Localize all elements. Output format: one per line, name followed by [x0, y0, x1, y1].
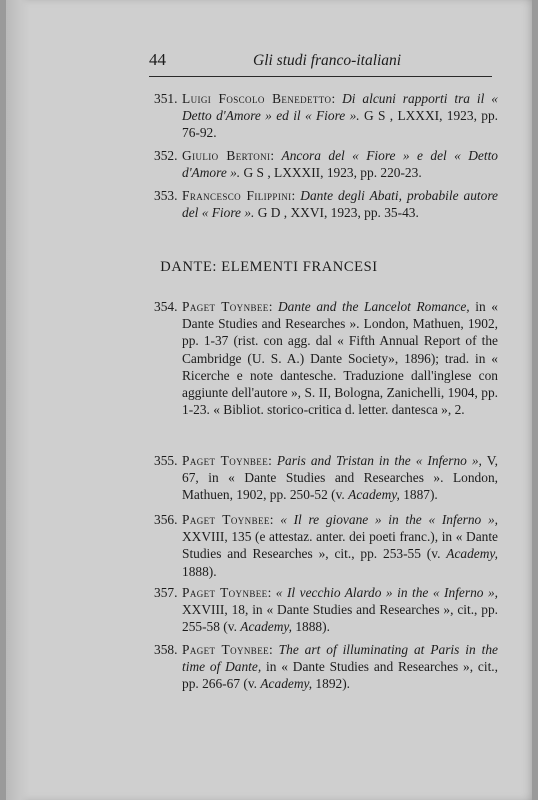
entry-rest-italic: Academy,	[348, 487, 400, 503]
entry-rest-italic: Academy,	[240, 619, 292, 635]
entry-title: « Il vecchio Alardo » in the « Inferno »,	[275, 585, 498, 600]
entry-text: Paget Toynbee: The art of illuminating at Paris in the time of Dante, in « Dante Studies and Researches », cit., pp. 266-67 (v. Academy, 1892).	[182, 642, 498, 692]
bibliography-entry-355	[154, 452, 498, 504]
bibliography-entry-354	[154, 298, 498, 418]
entry-rest: in « Dante Studies and Researches », cit., pp. 266-67 (v.	[182, 659, 498, 692]
bibliography-entry-357	[154, 584, 498, 636]
entry-rest: G S , LXXXI, 1923, pp. 76-92.	[182, 108, 498, 141]
bibliography-entry-356	[154, 511, 498, 580]
entry-title: Ancora del « Fiore » e del « Detto d'Amore ».	[182, 148, 498, 181]
entry-author: Paget Toynbee	[182, 585, 268, 600]
entry-text: Giulio Bertoni: Ancora del « Fiore » e del « Detto d'Amore ». G S , LXXXII, 1923, pp. 220-23.	[182, 148, 498, 181]
entry-title: The art of illuminating at Paris in the time of Dante,	[182, 642, 498, 675]
entry-title: Di alcuni rapporti tra il « Detto d'Amore » ed il « Fiore ».	[182, 91, 498, 124]
entry-text: Paget Toynbee: Dante and the Lancelot Romance, in « Dante Studies and Researches ». London, Mathuen, 1902, pp. 1-37 (rist. con agg. dal « Fifth Annual Report of the Cambridge (U. S. A.) Dante Society», 1896); trad. in « Ricerche e note dantesche. Traduzione dall'inglese con aggiunte dell'autore », S. II, Bologna, Zanichelli, 1904, pp. 1-23. « Bibliot. storico-critica d. letter. dantesca », 2.	[182, 299, 498, 418]
bibliography-entry-352	[154, 147, 498, 181]
entry-rest-end: 1888).	[182, 563, 217, 579]
entry-author: Francesco Filippini	[182, 188, 292, 203]
entry-text: Paget Toynbee: Paris and Tristan in the « Inferno », V, 67, in « Dante Studies and Researches ». London, Mathuen, 1902, pp. 250-52 (v. Academy, 1887).	[182, 453, 498, 503]
entry-rest: in « Dante Studies and Researches ». London, Mathuen, 1902, pp. 1-37 (rist. con agg. dal « Fifth Annual Report of the Cambridge (U. S. A.) Dante Society», 1896); trad. in « Ricerche e note dantesche. Traduzione dall'inglese con aggiunte dell'autore », S. II, Bologna, Zanichelli, 1904, pp. 1-23. « Bibliot. storico-critica d. letter. dantesca », 2.	[182, 299, 498, 418]
bibliography-entry-358	[154, 641, 498, 693]
entry-number: 357.	[154, 585, 178, 600]
entry-number: 351.	[154, 91, 178, 106]
entry-author: Paget Toynbee	[182, 512, 270, 527]
entry-rest-end: 1887).	[403, 487, 438, 503]
entry-text: Paget Toynbee: « Il re giovane » in the « Inferno », XXVIII, 135 (e attestaz. anter. dei poeti franc.), in « Dante Studies and Researches », cit., pp. 253-55 (v. Academy, 1888).	[182, 512, 498, 579]
section-heading: DANTE: ELEMENTI FRANCESI	[160, 259, 378, 275]
entry-number: 355.	[154, 453, 178, 468]
entry-rest-italic: Academy,	[446, 546, 498, 562]
entry-rest-end: 1888).	[295, 619, 330, 635]
entry-rest: XXVIII, 18, in « Dante Studies and Researches », cit., pp. 255-58 (v.	[182, 602, 498, 635]
entry-title: Paris and Tristan in the « Inferno »,	[276, 453, 482, 468]
bibliography-entry-353	[154, 187, 498, 221]
entry-author: Giulio Bertoni	[182, 148, 271, 163]
entry-rest: XXVIII, 135 (e attestaz. anter. dei poeti franc.), in « Dante Studies and Researches », cit., pp. 253-55 (v.	[182, 529, 498, 562]
entry-rest: G D , XXVI, 1923, pp. 35-43.	[257, 205, 419, 221]
entry-rest-end: 1892).	[315, 676, 351, 692]
entry-rest: G S , LXXXII, 1923, pp. 220-23.	[243, 165, 422, 181]
entry-rest: V, 67, in « Dante Studies and Researches ». London, Mathuen, 1902, pp. 250-52 (v.	[182, 453, 498, 503]
entry-number: 353.	[154, 188, 178, 203]
bibliography-entry-351	[154, 90, 498, 142]
entry-text: Francesco Filippini: Dante degli Abati, probabile autore del « Fiore ». G D , XXVI, 1923, pp. 35-43.	[182, 188, 499, 221]
page-spine-shadow	[6, 0, 30, 800]
entry-number: 352.	[154, 148, 178, 163]
entry-author: Paget Toynbee	[182, 642, 270, 657]
entry-author: Paget Toynbee	[182, 453, 269, 468]
entry-number: 358.	[154, 642, 178, 657]
entry-text: Luigi Foscolo Benedetto: Di alcuni rapporti tra il « Detto d'Amore » ed il « Fiore ». G S , LXXXI, 1923, pp. 76-92.	[182, 91, 498, 141]
entry-number: 354.	[154, 299, 178, 314]
entry-title: Dante degli Abati, probabile autore del « Fiore ».	[182, 188, 499, 221]
entry-title: « Il re giovane » in the « Inferno »,	[280, 512, 498, 527]
running-title: Gli studi franco-italiani	[253, 52, 402, 69]
header-rule	[149, 76, 492, 77]
entry-author: Paget Toynbee	[182, 299, 269, 314]
entry-number: 356.	[154, 512, 178, 527]
entry-title: Dante and the Lancelot Romance,	[278, 299, 470, 314]
entry-rest-italic: Academy,	[260, 676, 313, 692]
entry-text: Paget Toynbee: « Il vecchio Alardo » in the « Inferno », XXVIII, 18, in « Dante Studies and Researches », cit., pp. 255-58 (v. Academy, 1888).	[182, 585, 498, 635]
entry-author: Luigi Foscolo Benedetto	[182, 91, 332, 106]
page-number: 44	[149, 50, 166, 69]
